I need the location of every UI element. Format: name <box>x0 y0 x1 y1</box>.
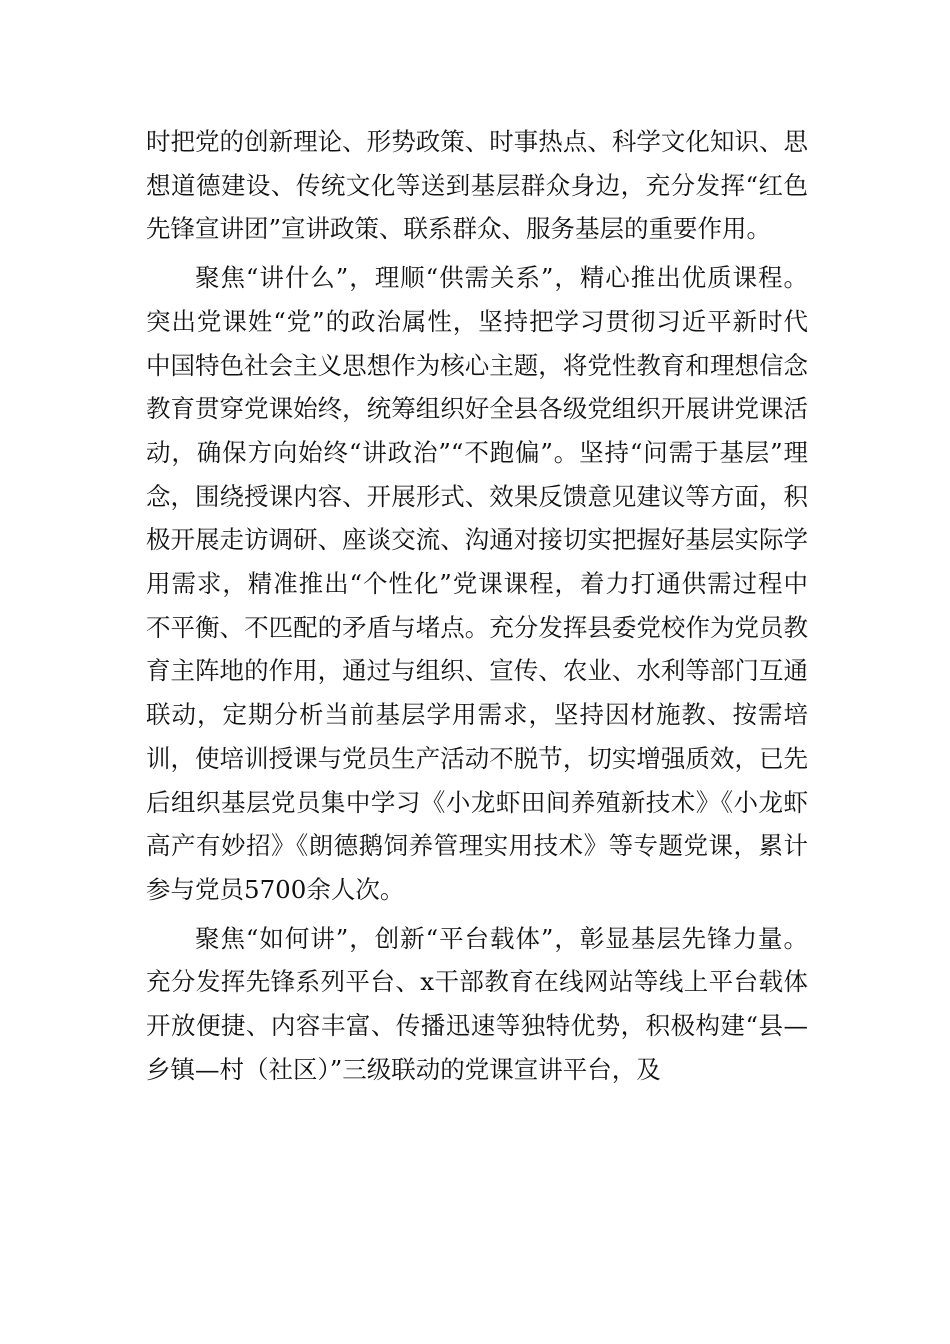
document-body <box>146 120 808 1096</box>
paragraph-continuation: 时把党的创新理论、形势政策、时事热点、科学文化知识、思想道德建设、传统文化等送到基层群众身边，充分发挥“红色先锋宣讲团”宣讲政策、联系群众、服务基层的重要作用。 <box>146 127 808 244</box>
paragraph-how-to-teach: 聚焦“如何讲”，创新“平台载体”，彰显基层先锋力量。充分发挥先锋系列平台、x干部教育在线网站等线上平台载体开放便捷、内容丰富、传播迅速等独特优势，积极构建“县—乡镇—村（社区）”三级联动的党课宣讲平台，及 <box>146 923 808 1084</box>
paragraph-what-to-teach: 聚焦“讲什么”，理顺“供需关系”，精心推出优质课程。突出党课姓“党”的政治属性，坚持把学习贯彻习近平新时代中国特色社会主义思想作为核心主题，将党性教育和理想信念教育贯穿党课始终，统筹组织好全县各级党组织开展讲党课活动，确保方向始终“讲政治”“不跑偏”。坚持“问需于基层”理念，围绕授课内容、开展形式、效果反馈意见建议等方面，积极开展走访调研、座谈交流、沟通对接切实把握好基层实际学用需求，精准推出“个性化”党课课程，着力打通供需过程中不平衡、不匹配的矛盾与堵点。充分发挥县委党校作为党员教育主阵地的作用，通过与组织、宣传、农业、水利等部门互通联动，定期分析当前基层学用需求，坚持因材施教、按需培训，使培训授课与党员生产活动不脱节，切实增强质效，已先后组织基层党员集中学习《小龙虾田间养殖新技术》《小龙虾高产有妙招》《朗德鹅饲养管理实用技术》等专题党课，累计参与党员5700余人次。 <box>146 263 808 904</box>
